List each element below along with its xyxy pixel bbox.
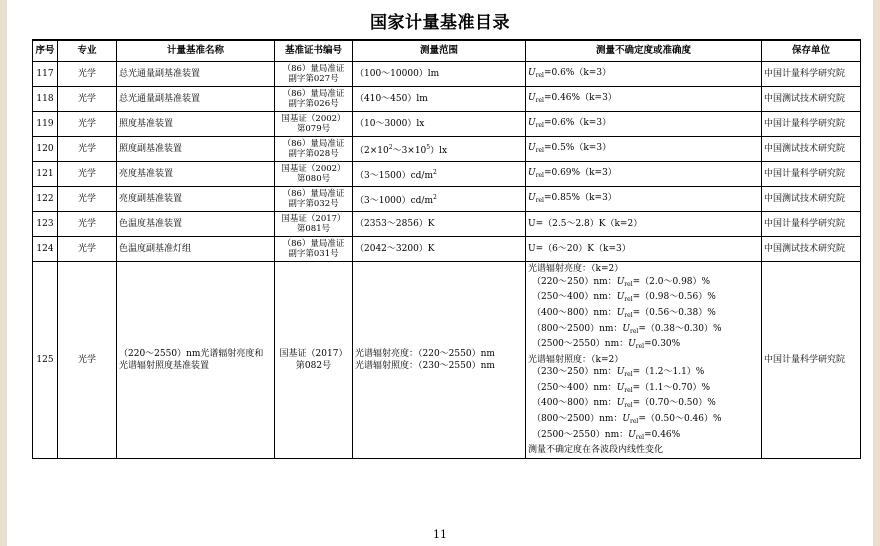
band-range: （220～250）nm： bbox=[532, 276, 617, 287]
table-row bbox=[33, 187, 861, 212]
range-part-a: （3～1500）cd/m bbox=[355, 170, 433, 181]
cert-line-1: 国基证（2002） bbox=[281, 164, 346, 174]
cell-range bbox=[353, 137, 526, 162]
cell-field: 光学 bbox=[58, 237, 117, 262]
cell-uncertainty: U=（2.5～2.8）K（k=2） bbox=[526, 212, 762, 237]
cell-unit: 中国测试技术研究院 bbox=[762, 137, 861, 162]
symbol-u: U bbox=[528, 167, 536, 178]
cell-unit: 中国计量科学研究院 bbox=[762, 212, 861, 237]
cell-name: 亮度副基准装置 bbox=[117, 187, 275, 212]
cell-unit: 中国测试技术研究院 bbox=[762, 187, 861, 212]
uncertainty-line bbox=[528, 263, 759, 276]
header-uncertainty: 测量不确定度或准确度 bbox=[526, 40, 762, 62]
range-line-1: 光谱辐射亮度：（220～2550）nm bbox=[355, 349, 495, 359]
uncertainty-line bbox=[528, 338, 759, 354]
symbol-u: U bbox=[528, 117, 536, 128]
symbol-u: U bbox=[616, 307, 625, 318]
cell-field: 光学 bbox=[58, 137, 117, 162]
symbol-u: U bbox=[622, 323, 631, 334]
symbol-sub: rel bbox=[535, 71, 544, 79]
table-row bbox=[33, 87, 861, 112]
cell-name: （220～2550）nm光谱辐射亮度和光谱辐射照度基准装置 bbox=[117, 262, 275, 459]
range-exponent-a: 2 bbox=[433, 193, 437, 201]
band-range: （800～2500）nm： bbox=[532, 414, 623, 425]
uncertainty-value: =0.6%（k=3） bbox=[543, 117, 612, 128]
uncertainty-value: =（0.56～0.38）% bbox=[632, 307, 716, 318]
uncertainty-line bbox=[528, 276, 759, 292]
table-row bbox=[33, 112, 861, 137]
standards-table bbox=[32, 39, 861, 459]
cell-field: 光学 bbox=[58, 62, 117, 87]
cert-line-1: （86）量局准证 bbox=[282, 89, 345, 99]
cell-field: 光学 bbox=[58, 162, 117, 187]
symbol-sub: rel bbox=[624, 280, 633, 288]
cell-uncertainty bbox=[526, 62, 762, 87]
symbol-sub: rel bbox=[535, 146, 544, 154]
symbol-u: U bbox=[628, 339, 636, 350]
symbol-u: U bbox=[528, 92, 536, 103]
cell-unit: 中国测试技术研究院 bbox=[762, 87, 861, 112]
cell-field: 光学 bbox=[58, 112, 117, 137]
uncertainty-line-text: 光谱辐射照度：（k=2） bbox=[528, 354, 624, 365]
uncertainty-value: =0.30% bbox=[644, 339, 681, 350]
symbol-sub: rel bbox=[635, 433, 645, 441]
cert-line-1: （86）量局准证 bbox=[282, 239, 345, 249]
cell-range: （410～450）lm bbox=[353, 87, 526, 112]
uncertainty-value: =0.6%（k=3） bbox=[543, 67, 612, 78]
table-row bbox=[33, 262, 861, 459]
cert-line-2: 副字第028号 bbox=[288, 149, 339, 159]
cell-range: （2042～3200）K bbox=[353, 237, 526, 262]
uncertainty-line bbox=[528, 307, 759, 323]
header-range: 测量范围 bbox=[353, 40, 526, 62]
symbol-sub: rel bbox=[624, 402, 633, 410]
symbol-sub: rel bbox=[630, 327, 639, 335]
band-range: （230～250）nm： bbox=[532, 367, 617, 378]
uncertainty-value: =（1.2～1.1）% bbox=[632, 367, 705, 378]
cell-range: （10～3000）lx bbox=[353, 112, 526, 137]
header-unit: 保存单位 bbox=[762, 40, 861, 62]
cert-line-1: 国基证（2017） bbox=[281, 214, 346, 224]
cell-cert bbox=[275, 187, 353, 212]
header-name: 计量基准名称 bbox=[117, 40, 275, 62]
cell-cert bbox=[275, 237, 353, 262]
page-title: 国家计量基准目录 bbox=[370, 13, 510, 33]
header-cert: 基准证书编号 bbox=[275, 40, 353, 62]
cell-range: （2353～2856）K bbox=[353, 212, 526, 237]
cell-name: 照度基准装置 bbox=[117, 112, 275, 137]
band-range: （800～2500）nm： bbox=[532, 323, 623, 334]
uncertainty-value: =0.46%（k=3） bbox=[543, 92, 617, 103]
cell-range: （100～10000）lm bbox=[353, 62, 526, 87]
band-range: （400～800）nm： bbox=[532, 398, 617, 409]
symbol-u: U bbox=[628, 429, 636, 440]
band-range: （250～400）nm： bbox=[532, 382, 617, 393]
cell-name: 色温度副基准灯组 bbox=[117, 237, 275, 262]
cert-line-2: 第081号 bbox=[296, 224, 331, 234]
symbol-sub: rel bbox=[535, 196, 544, 204]
uncertainty-value: =（0.50～0.46）% bbox=[638, 414, 722, 425]
cell-field: 光学 bbox=[58, 262, 117, 459]
uncertainty-line bbox=[528, 323, 759, 339]
range-part-a: （3～1000）cd/m bbox=[355, 195, 433, 206]
cell-uncertainty bbox=[526, 187, 762, 212]
uncertainty-value: =（0.70～0.50）% bbox=[632, 398, 716, 409]
cell-seq: 121 bbox=[33, 162, 58, 187]
symbol-u: U bbox=[616, 382, 625, 393]
uncertainty-value: =（1.1～0.70）% bbox=[632, 382, 711, 393]
cell-seq: 124 bbox=[33, 237, 58, 262]
uncertainty-value: =0.69%（k=3） bbox=[543, 167, 617, 178]
symbol-u: U bbox=[622, 414, 631, 425]
cell-field: 光学 bbox=[58, 87, 117, 112]
cell-range bbox=[353, 162, 526, 187]
uncertainty-line-text: 光谱辐射亮度：（k=2） bbox=[528, 264, 624, 275]
uncertainty-line bbox=[528, 354, 759, 367]
cell-cert bbox=[275, 87, 353, 112]
uncertainty-value: =0.46% bbox=[644, 429, 681, 440]
range-exponent-a: 2 bbox=[433, 168, 437, 176]
uncertainty-line bbox=[528, 382, 759, 398]
header-seq: 序号 bbox=[33, 40, 58, 62]
cell-unit: 中国计量科学研究院 bbox=[762, 112, 861, 137]
range-part-b: ～3×10 bbox=[392, 145, 427, 156]
table-row bbox=[33, 62, 861, 87]
range-line-2: 光谱辐射照度：（230～2550）nm bbox=[355, 361, 495, 371]
range-part-c: ）lx bbox=[430, 145, 448, 156]
cert-line-1: 国基证（2002） bbox=[281, 114, 346, 124]
symbol-sub: rel bbox=[624, 386, 633, 394]
table-row bbox=[33, 137, 861, 162]
band-range: （250～400）nm： bbox=[532, 292, 617, 303]
symbol-u: U bbox=[528, 67, 536, 78]
symbol-u: U bbox=[616, 367, 625, 378]
cell-name: 总光通量副基准装置 bbox=[117, 87, 275, 112]
range-exponent-b: 5 bbox=[426, 143, 431, 151]
cell-seq: 119 bbox=[33, 112, 58, 137]
cell-seq: 118 bbox=[33, 87, 58, 112]
cell-uncertainty bbox=[526, 112, 762, 137]
cell-uncertainty bbox=[526, 87, 762, 112]
uncertainty-line bbox=[528, 413, 759, 429]
cert-line-2: 第080号 bbox=[296, 174, 331, 184]
cell-range bbox=[353, 262, 526, 459]
header-field: 专业 bbox=[58, 40, 117, 62]
cert-line-1: （86）量局准证 bbox=[282, 64, 345, 74]
cell-uncertainty bbox=[526, 262, 762, 459]
symbol-sub: rel bbox=[624, 296, 633, 304]
band-range: （400～800）nm： bbox=[532, 307, 617, 318]
cell-cert bbox=[275, 162, 353, 187]
symbol-u: U bbox=[616, 398, 625, 409]
uncertainty-line bbox=[528, 397, 759, 413]
table-row bbox=[33, 237, 861, 262]
range-part-a: （2×10 bbox=[355, 145, 389, 156]
uncertainty-value: =0.5%（k=3） bbox=[543, 142, 612, 153]
cert-line-1: （86）量局准证 bbox=[282, 189, 345, 199]
cell-unit: 中国计量科学研究院 bbox=[762, 62, 861, 87]
symbol-sub: rel bbox=[535, 121, 544, 129]
symbol-u: U bbox=[616, 292, 625, 303]
cell-seq: 117 bbox=[33, 62, 58, 87]
uncertainty-line bbox=[528, 444, 759, 457]
cell-unit: 中国计量科学研究院 bbox=[762, 262, 861, 459]
cell-seq: 120 bbox=[33, 137, 58, 162]
cell-cert bbox=[275, 212, 353, 237]
table-header-row bbox=[33, 40, 861, 62]
cell-seq: 123 bbox=[33, 212, 58, 237]
cell-name: 照度副基准装置 bbox=[117, 137, 275, 162]
cell-seq: 122 bbox=[33, 187, 58, 212]
cell-cert bbox=[275, 62, 353, 87]
symbol-sub: rel bbox=[535, 171, 544, 179]
cert-line-2: 副字第031号 bbox=[288, 249, 339, 259]
symbol-u: U bbox=[616, 276, 625, 287]
table-row bbox=[33, 212, 861, 237]
cert-line-2: 副字第032号 bbox=[288, 199, 339, 209]
symbol-sub: rel bbox=[635, 343, 645, 351]
range-exponent-a: 2 bbox=[388, 143, 393, 151]
cell-uncertainty bbox=[526, 137, 762, 162]
cell-range bbox=[353, 187, 526, 212]
uncertainty-line bbox=[528, 366, 759, 382]
cell-field: 光学 bbox=[58, 212, 117, 237]
cell-cert bbox=[275, 112, 353, 137]
cell-unit: 中国计量科学研究院 bbox=[762, 162, 861, 187]
uncertainty-line bbox=[528, 291, 759, 307]
cert-line-1: （86）量局准证 bbox=[282, 139, 345, 149]
uncertainty-value: =（0.98～0.56）% bbox=[632, 292, 716, 303]
cell-unit: 中国测试技术研究院 bbox=[762, 237, 861, 262]
page-number: 11 bbox=[433, 528, 447, 541]
cell-cert bbox=[275, 137, 353, 162]
cell-uncertainty bbox=[526, 162, 762, 187]
document-page bbox=[7, 0, 873, 546]
symbol-sub: rel bbox=[535, 96, 544, 104]
uncertainty-line bbox=[528, 429, 759, 445]
cell-cert: 国基证（2017）第082号 bbox=[275, 262, 353, 459]
cell-seq: 125 bbox=[33, 262, 58, 459]
cert-line-2: 副字第027号 bbox=[288, 74, 339, 84]
cell-uncertainty: U=（6～20）K（k=3） bbox=[526, 237, 762, 262]
cell-name: 色温度基准装置 bbox=[117, 212, 275, 237]
cell-name: 亮度基准装置 bbox=[117, 162, 275, 187]
symbol-sub: rel bbox=[624, 371, 633, 379]
uncertainty-line-text: 测量不确定度在各波段内线性变化 bbox=[528, 445, 664, 456]
cert-line-2: 第079号 bbox=[296, 124, 331, 134]
cell-field: 光学 bbox=[58, 187, 117, 212]
cell-name: 总光通量副基准装置 bbox=[117, 62, 275, 87]
uncertainty-value: =（0.38～0.30）% bbox=[638, 323, 722, 334]
table-row bbox=[33, 162, 861, 187]
band-range: （2500～2550）nm： bbox=[532, 339, 629, 350]
cert-line-2: 副字第026号 bbox=[288, 99, 339, 109]
uncertainty-value: =（2.0～0.98）% bbox=[632, 276, 711, 287]
band-range: （2500～2550）nm： bbox=[532, 429, 629, 440]
symbol-sub: rel bbox=[630, 418, 639, 426]
symbol-u: U bbox=[528, 192, 536, 203]
symbol-sub: rel bbox=[624, 311, 633, 319]
uncertainty-value: =0.85%（k=3） bbox=[543, 192, 617, 203]
symbol-u: U bbox=[528, 142, 536, 153]
